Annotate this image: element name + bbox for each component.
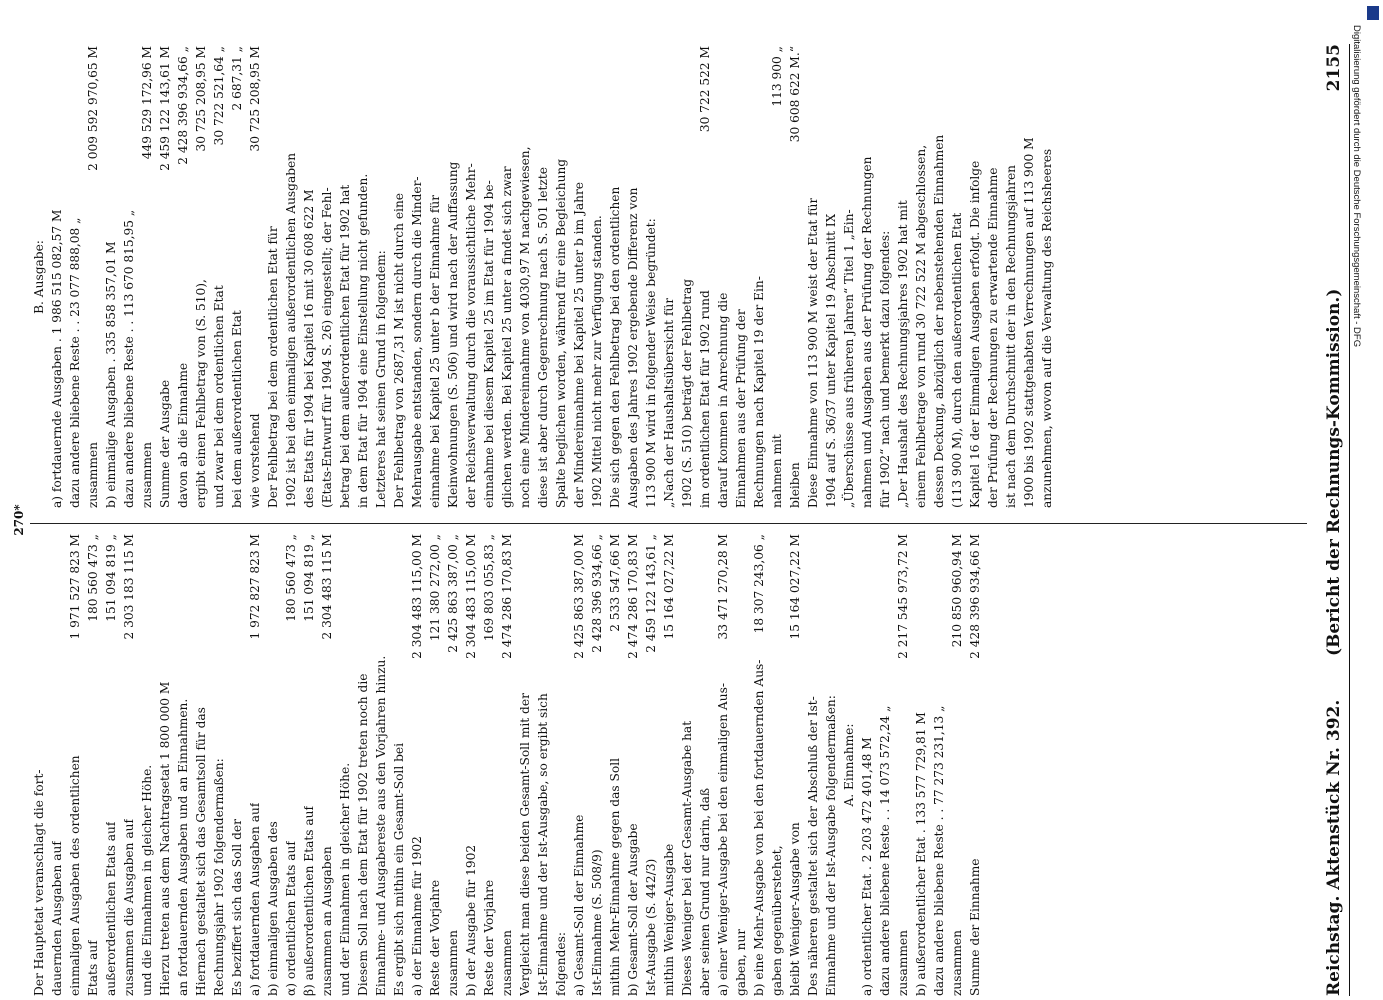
- line-text: Kapitel 16 der Einmaligen Ausgaben erfolgt. Die infolge: [968, 160, 982, 508]
- line-text: Kleinwohnungen (S. 506) und wird nach der Auffassung: [446, 161, 460, 508]
- line-text: darauf kommen in Anrechnung die: [716, 292, 730, 508]
- text-line: [30, 534, 48, 996]
- line-text: zusammen: [896, 930, 910, 996]
- text-line: [426, 46, 444, 508]
- text-line: [138, 534, 156, 996]
- line-amount: 15 164 027,22 M: [662, 534, 676, 640]
- text-line: [678, 46, 696, 508]
- text-line: [498, 46, 516, 508]
- line-amount: 2 304 483 115 M: [320, 534, 334, 640]
- text-line: [768, 534, 786, 996]
- text-line: [264, 46, 282, 508]
- line-text: 1902 ist bei den einmaligen außerordentlichen Ausgaben: [284, 152, 298, 508]
- text-line: [300, 46, 318, 508]
- text-line: [588, 534, 606, 996]
- line-text: ergibt einen Fehlbetrag von (S. 510),: [194, 279, 208, 508]
- line-text: A. Einnahme:: [842, 723, 856, 807]
- text-line: [876, 46, 894, 508]
- line-amount: 33 471 270,28 M: [716, 534, 730, 640]
- line-text: des Etats für 1904 bei Kapitel 16 mit 30 608 622 M: [302, 189, 316, 508]
- text-line: [624, 46, 642, 508]
- line-amount: 210 850 960,94 M: [950, 534, 964, 648]
- line-amount: 2 304 483 115,00 M: [410, 534, 424, 659]
- text-line: [174, 46, 192, 508]
- text-line: [390, 46, 408, 508]
- text-line: [876, 534, 894, 996]
- text-line: [660, 534, 678, 996]
- text-line: [192, 46, 210, 508]
- line-amount: 30 722 522 M: [698, 46, 712, 133]
- line-text: Diese Einnahme von 113 900 M weist der Etat für: [806, 197, 820, 508]
- text-line: [840, 534, 858, 996]
- line-amount: 2 474 286 170,83 M: [500, 534, 514, 659]
- line-text: b) einmaligen Ausgaben des: [266, 821, 280, 996]
- line-text: a) der Einnahme für 1902: [410, 836, 424, 996]
- line-text: und der Einnahmen in gleicher Höhe.: [338, 762, 352, 996]
- text-line: [516, 46, 534, 508]
- text-line: [372, 46, 390, 508]
- text-line: [372, 534, 390, 996]
- text-line: [318, 534, 336, 996]
- line-text: Der Hauptetat veranschlagt die fort-: [32, 769, 46, 996]
- line-amount: 2 217 545 973,72 M: [896, 534, 910, 659]
- text-line: [858, 46, 876, 508]
- text-line: [30, 46, 48, 508]
- text-line: [912, 534, 930, 996]
- line-text: Etats auf: [86, 940, 100, 996]
- text-line: [786, 534, 804, 996]
- right-column: [30, 46, 1307, 508]
- line-amount: 30 608 622 M.“: [788, 46, 802, 143]
- line-text: α) ordentlichen Etats auf: [284, 841, 298, 996]
- line-text: Vergleicht man diese beiden Gesamt-Soll mit der: [518, 693, 532, 996]
- line-amount: 1 972 827 823 M: [248, 534, 262, 640]
- text-line: [822, 534, 840, 996]
- page-number: 2155: [1324, 44, 1344, 92]
- text-line: [948, 46, 966, 508]
- line-text: Hierzu treten aus dem Nachtragsetat 1 800 000 M: [158, 681, 172, 996]
- text-line: [588, 46, 606, 508]
- line-text: Es ergibt sich mithin ein Gesamt-Soll bei: [392, 742, 406, 996]
- line-text: „Nach der Haushaltsübersicht für: [662, 297, 676, 508]
- dfg-logo: [1367, 6, 1379, 20]
- line-text: Mehrausgabe entstanden, sondern durch die Minder-: [410, 176, 424, 508]
- line-text: Diesem Soll nach dem Etat für 1902 treten noch die: [356, 673, 370, 996]
- line-amount: 30 725 208,95 M: [248, 46, 262, 152]
- line-text: diese ist aber durch Gegenrechnung nach S. 501 letzte: [536, 167, 550, 508]
- line-text: einnahme bei Kapitel 25 unter b der Einnahme für: [428, 194, 442, 508]
- line-text: im ordentlichen Etat für 1902 rund: [698, 290, 712, 508]
- text-line: [246, 534, 264, 996]
- line-text: Einnahme- und Ausgabereste aus den Vorjahren hinzu.: [374, 655, 388, 996]
- text-line: [696, 534, 714, 996]
- line-text: Es beziffert sich das Soll der: [230, 819, 244, 996]
- line-amount: 2 428 396 934,66 M: [968, 534, 982, 659]
- line-text: Einnahmen aus der Prüfung der: [734, 309, 748, 508]
- line-text: Ist-Einnahme (S. 508/9): [590, 849, 604, 996]
- text-line: [138, 46, 156, 508]
- line-amount: 30 722 521,64 „: [212, 46, 226, 146]
- line-text: zusammen: [446, 930, 460, 996]
- line-text: einem Fehlbetrage von rund 30 722 522 M abgeschlossen,: [914, 144, 928, 508]
- line-amount: 113 900 „: [770, 46, 784, 107]
- line-text: aber seinen Grund nur darin, daß: [698, 787, 712, 996]
- text-line: [894, 534, 912, 996]
- line-amount: 2 474 286 170,83 M: [626, 534, 640, 659]
- line-text: und die Einnahmen in gleicher Höhe.: [140, 764, 154, 996]
- text-line: [264, 534, 282, 996]
- line-text: zusammen: [500, 930, 514, 996]
- text-line: [642, 534, 660, 996]
- line-text: b) Gesamt-Soll der Ausgabe: [626, 823, 640, 996]
- line-text: davon ab die Einnahme: [176, 362, 190, 508]
- text-line: [624, 534, 642, 996]
- line-text: bleiben: [788, 462, 802, 508]
- line-text: zusammen: [140, 442, 154, 508]
- line-text: 113 900 M wird in folgender Weise begründet:: [644, 218, 658, 508]
- line-amount: 2 425 863 387,00 M: [572, 534, 586, 659]
- line-text: Summe der Einnahme: [968, 858, 982, 996]
- text-line: [102, 534, 120, 996]
- line-amount: 2 687,31 „: [230, 46, 244, 111]
- line-text: „Überschüsse aus früheren Jahren“ Titel 1 „Ein-: [842, 209, 856, 508]
- text-line: [930, 46, 948, 508]
- text-line: [408, 534, 426, 996]
- text-line: [1020, 46, 1038, 508]
- line-text: Summe der Ausgabe: [158, 379, 172, 508]
- text-line: [840, 46, 858, 508]
- line-text: dazu andere bliebene Reste . . 113 670 815,95 „: [122, 209, 136, 508]
- text-line: [660, 46, 678, 508]
- text-line: [282, 46, 300, 508]
- line-text: glichen werden. Bei Kapitel 25 unter a findet sich zwar: [500, 166, 514, 508]
- line-amount: 2 425 863 387,00 „: [446, 534, 460, 653]
- text-line: [426, 534, 444, 996]
- line-text: Reste der Vorjahre: [482, 879, 496, 996]
- text-line: [732, 534, 750, 996]
- text-line: [192, 534, 210, 996]
- line-text: noch eine Mindereinnahme von 4030,97 M nachgewiesen,: [518, 146, 532, 508]
- line-text: b) einmalige Ausgaben . 335 858 357,01 M: [104, 241, 118, 508]
- line-amount: 151 094 819 „: [104, 534, 118, 622]
- line-text: B. Ausgabe:: [32, 240, 46, 314]
- text-line: [570, 534, 588, 996]
- line-text: a) Gesamt-Soll der Einnahme: [572, 814, 586, 996]
- line-text: einnahme bei diesem Kapitel 25 im Etat für 1904 be-: [482, 180, 496, 508]
- line-text: (113 900 M), durch den außerordentlichen Etat: [950, 212, 964, 508]
- text-line: [642, 46, 660, 508]
- line-text: dazu andere bliebene Reste . . 77 273 231,13 „: [932, 705, 946, 996]
- line-text: der Reichsverwaltung durch die voraussichtliche Mehr-: [464, 163, 478, 508]
- line-amount: 30 725 208,95 M: [194, 46, 208, 152]
- text-line: [174, 534, 192, 996]
- text-line: [156, 534, 174, 996]
- side-note: Digitalisierung gefördert durch die Deutsche Forschungsgemeinschaft - DFG: [1351, 25, 1362, 348]
- text-line: [606, 534, 624, 996]
- text-line: [462, 46, 480, 508]
- text-line: [1002, 46, 1020, 508]
- line-text: b) außerordentlicher Etat . 133 577 729,81 M: [914, 712, 928, 996]
- line-text: nahmen und Ausgaben aus der Prüfung der Rechnungen: [860, 156, 874, 508]
- text-line: [552, 46, 570, 508]
- text-line: [336, 46, 354, 508]
- text-line: [912, 46, 930, 508]
- line-text: (Etats-Entwurf für 1904 S. 26) eingestellt; der Fehl-: [320, 187, 334, 508]
- text-line: [300, 534, 318, 996]
- line-text: ist nach dem Durchschnitt der in den Rechnungsjahren: [1004, 164, 1018, 508]
- line-amount: 2 009 592 970,65 M: [86, 46, 100, 171]
- text-line: [48, 534, 66, 996]
- line-text: zusammen: [86, 442, 100, 508]
- text-line: [318, 46, 336, 508]
- column-divider: [30, 523, 1307, 524]
- line-text: 1900 bis 1902 stattgehabten Verrechnungen auf 113 900 M: [1022, 137, 1036, 508]
- line-text: mithin Weniger-Ausgabe: [662, 843, 676, 996]
- text-line: [714, 46, 732, 508]
- line-text: dazu andere bliebene Reste . . 14 073 572,24 „: [878, 705, 892, 996]
- text-line: [480, 46, 498, 508]
- line-text: gaben, nur: [734, 928, 748, 996]
- line-amount: 2 428 396 934,66 „: [590, 534, 604, 653]
- line-text: der Prüfung der Rechnungen zu erwartende Einnahme: [986, 167, 1000, 508]
- line-text: 1902 Mittel nicht mehr zur Verfügung standen.: [590, 215, 604, 508]
- line-text: Ist-Einnahme und der Ist-Ausgabe, so ergibt sich: [536, 693, 550, 996]
- text-line: [66, 534, 84, 996]
- line-amount: 18 307 243,06 „: [752, 534, 766, 634]
- text-line: [210, 534, 228, 996]
- line-amount: 2 459 122 143,61 „: [644, 534, 658, 653]
- text-line: [120, 46, 138, 508]
- line-text: bleibt Weniger-Ausgabe von: [788, 822, 802, 996]
- text-line: [336, 534, 354, 996]
- line-text: „Der Haushalt des Rechnungsjahres 1902 hat mit: [896, 200, 910, 508]
- line-text: in dem Etat für 1904 eine Einstellung nicht gefunden.: [356, 173, 370, 508]
- line-text: a) fortdauernden Ausgaben auf: [248, 802, 262, 996]
- line-text: dazu andere bliebene Reste . . 23 077 888,08 „: [68, 217, 82, 508]
- text-line: [156, 46, 174, 508]
- line-amount: 2 533 547,66 M: [608, 534, 622, 632]
- line-text: Ist-Ausgabe (S. 442/3): [644, 858, 658, 996]
- line-text: Letzteres hat seinen Grund in folgendem:: [374, 250, 388, 508]
- text-line: [714, 534, 732, 996]
- line-text: folgendes:: [554, 932, 568, 996]
- line-text: b) der Ausgabe für 1902: [464, 844, 478, 996]
- line-text: dessen Deckung, abzüglich der nebenstehenden Einnahmen: [932, 134, 946, 508]
- text-line: [228, 46, 246, 508]
- line-amount: 2 304 483 115,00 M: [464, 534, 478, 659]
- line-text: a) fortdauernde Ausgaben . 1 986 515 082,57 M: [50, 209, 64, 508]
- text-line: [732, 46, 750, 508]
- text-line: [444, 46, 462, 508]
- line-amount: 2 459 122 143,61 M: [158, 46, 172, 171]
- line-amount: 169 803 055,83 „: [482, 534, 496, 642]
- text-line: [552, 534, 570, 996]
- text-line: [480, 534, 498, 996]
- text-line: [84, 46, 102, 508]
- line-text: anzunehmen, wovon auf die Verwaltung des Reichsheeres: [1040, 148, 1054, 508]
- line-amount: 2 303 183 115 M: [122, 534, 136, 640]
- text-line: [750, 534, 768, 996]
- text-line: [48, 46, 66, 508]
- text-line: [948, 534, 966, 996]
- page-header: [1309, 44, 1350, 996]
- text-line: [462, 534, 480, 996]
- text-line: [516, 534, 534, 996]
- text-line: [966, 46, 984, 508]
- text-line: [120, 534, 138, 996]
- line-text: nahmen mit: [770, 434, 784, 508]
- line-text: Der Fehlbetrag von 2687,31 M ist nicht durch eine: [392, 193, 406, 508]
- line-text: b) eine Mehr-Ausgabe von bei den fortdauernden Aus-: [752, 659, 766, 996]
- signature-mark: 270*: [12, 504, 26, 536]
- text-line: [678, 534, 696, 996]
- text-line: [498, 534, 516, 996]
- line-text: a) ordentlicher Etat . 2 203 472 401,48 M: [860, 737, 874, 996]
- line-text: an fortdauernden Ausgaben und an Einnahmen.: [176, 698, 190, 996]
- text-line: [282, 534, 300, 996]
- text-line: [354, 46, 372, 508]
- text-line: [66, 46, 84, 508]
- text-line: [696, 46, 714, 508]
- left-column: [30, 534, 1307, 996]
- text-line: [534, 46, 552, 508]
- text-line: [354, 534, 372, 996]
- line-amount: 449 529 172,96 M: [140, 46, 154, 160]
- text-line: [246, 46, 264, 508]
- text-line: [84, 534, 102, 996]
- line-amount: 180 560 473 „: [284, 534, 298, 622]
- line-text: betrag bei dem außerordentlichen Etat für 1902 hat: [338, 184, 352, 508]
- line-text: a) einer Weniger-Ausgabe bei den einmaligen Aus-: [716, 683, 730, 996]
- line-text: Der Fehlbetrag bei dem ordentlichen Etat für: [266, 226, 280, 508]
- text-line: [228, 534, 246, 996]
- line-text: 1902 (S. 510) beträgt der Fehlbetrag: [680, 278, 694, 508]
- line-text: Hiernach gestaltet sich das Gesamtsoll für das: [194, 707, 208, 996]
- text-line: [408, 46, 426, 508]
- text-line: [444, 534, 462, 996]
- text-line: [102, 46, 120, 508]
- line-text: für 1902“ nach und bemerkt dazu folgendes:: [878, 230, 892, 508]
- header-center: (Bericht der Rechnungs-Kommission.): [1324, 288, 1344, 656]
- line-amount: 2 428 396 934,66 „: [176, 46, 190, 165]
- line-text: der Mindereinnahme bei Kapitel 25 unter b im Jahre: [572, 181, 586, 508]
- line-text: Ausgaben des Jahres 1902 ergebende Differenz von: [626, 187, 640, 508]
- text-line: [894, 46, 912, 508]
- line-text: Die sich gegen den Fehlbetrag bei den ordentlichen: [608, 186, 622, 508]
- line-text: bei dem außerordentlichen Etat: [230, 310, 244, 508]
- rotated-page-content: [12, 40, 1362, 1000]
- text-line: [858, 534, 876, 996]
- text-line: [606, 46, 624, 508]
- line-text: wie vorstehend: [248, 413, 262, 508]
- line-text: einmaligen Ausgaben des ordentlichen: [68, 755, 82, 996]
- line-amount: 15 164 027,22 M: [788, 534, 802, 640]
- text-line: [1038, 46, 1056, 508]
- line-text: Rechnungen nach Kapitel 19 der Ein-: [752, 276, 766, 508]
- text-line: [822, 46, 840, 508]
- line-text: zusammen die Ausgaben auf: [122, 819, 136, 996]
- text-line: [534, 534, 552, 996]
- text-line: [930, 534, 948, 996]
- line-amount: 151 094 819 „: [302, 534, 316, 622]
- line-amount: 180 560 473 „: [86, 534, 100, 622]
- header-left: Reichstag. Aktenstück Nr. 392.: [1324, 699, 1344, 996]
- line-text: β) außerordentlichen Etats auf: [302, 805, 316, 996]
- line-text: Einnahme und der Ist-Ausgabe folgendermaßen:: [824, 695, 838, 996]
- line-text: Des näheren gestaltet sich der Abschluß der Ist-: [806, 696, 820, 996]
- line-text: zusammen: [950, 930, 964, 996]
- line-text: und zwar bei dem ordentlichen Etat: [212, 285, 226, 508]
- line-text: 1904 auf S. 36/37 unter Kapitel 19 Abschnitt IX: [824, 213, 838, 508]
- line-text: dauernden Ausgaben auf: [50, 841, 64, 996]
- text-line: [390, 534, 408, 996]
- line-text: Dieses Weniger bei der Gesamt-Ausgabe hat: [680, 720, 694, 996]
- line-text: außerordentlichen Etats auf: [104, 821, 118, 996]
- text-line: [804, 46, 822, 508]
- text-line: [804, 534, 822, 996]
- text-line: [570, 46, 588, 508]
- text-line: [210, 46, 228, 508]
- line-text: mithin Mehr-Einnahme gegen das Soll: [608, 758, 622, 996]
- line-amount: 121 380 272,00 „: [428, 534, 442, 642]
- line-amount: 1 971 527 823 M: [68, 534, 82, 640]
- line-text: Spalte beglichen worden, während für eine Begleichung: [554, 158, 568, 508]
- line-text: Reste der Vorjahre: [428, 879, 442, 996]
- line-text: Rechnungsjahr 1902 folgendermaßen:: [212, 758, 226, 996]
- line-text: gaben gegenüberstehet,: [770, 845, 784, 996]
- line-text: zusammen an Ausgaben: [320, 846, 334, 996]
- text-line: [966, 534, 984, 996]
- text-line: [768, 46, 786, 508]
- text-line: [786, 46, 804, 508]
- text-line: [750, 46, 768, 508]
- text-line: [984, 46, 1002, 508]
